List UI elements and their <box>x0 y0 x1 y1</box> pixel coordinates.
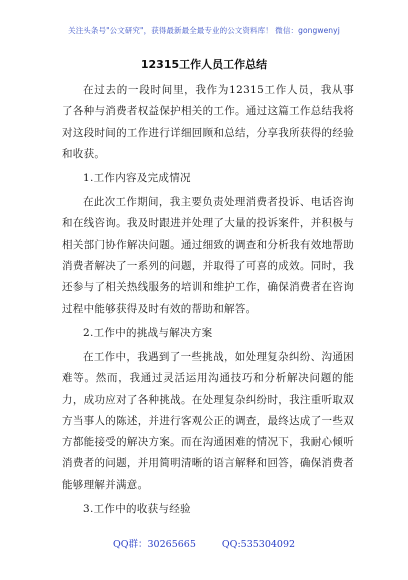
section-1-paragraph: 在此次工作期间，我主要负责处理消费者投诉、电话咨询和在线咨询。我及时跟进并处理了大量的投诉案件，并积极与相关部门协作解决问题。通过细致的调查和分析我有效地帮助消费者解决了一系列的问题，并取得了可喜的成效。同时，我还参与了相关热线服务的培训和维护工作，确保消费者在咨询过程中能够获得及时有效的帮助和解答。 <box>62 196 354 315</box>
document-title: 12315工作人员工作总结 <box>140 58 268 71</box>
footer-contact <box>0 536 408 550</box>
section-heading-1: 1.工作内容及完成情况 <box>83 172 191 185</box>
section-heading-2: 2.工作中的挑战与解决方案 <box>83 326 213 339</box>
header-promo-note: 关注头条号"公文研究"，获得最新最全最专业的公文资料库！ 微信：gongwenyj <box>68 26 340 35</box>
footer-qq-group: QQ群：30265665 <box>112 539 196 550</box>
section-heading-3: 3.工作中的收获与经验 <box>83 503 191 516</box>
section-2-paragraph: 在工作中，我遇到了一些挑战，如处理复杂纠纷、沟通困难等。然而，我通过灵活运用沟通技巧和分析解决问题的能力，成功应对了各种挑战。在处理复杂纠纷时，我注重听取双方当事人的陈述，并进行客观公正的调查，最终达成了一些双方都能接受的解决方案。而在沟通困难的情况下，我耐心倾听消费者的问题，并用简明清晰的语言解释和回答，确保消费者能够理解并满意。 <box>62 350 354 491</box>
document-body <box>62 80 354 523</box>
intro-paragraph: 在过去的一段时间里，我作为12315工作人员，我从事了各种与消费者权益保护相关的工作。通过这篇工作总结我将对这段时间的工作进行详细回顾和总结，分享我所获得的经验和收获。 <box>62 84 354 160</box>
footer-qq: QQ:535304092 <box>221 539 296 550</box>
